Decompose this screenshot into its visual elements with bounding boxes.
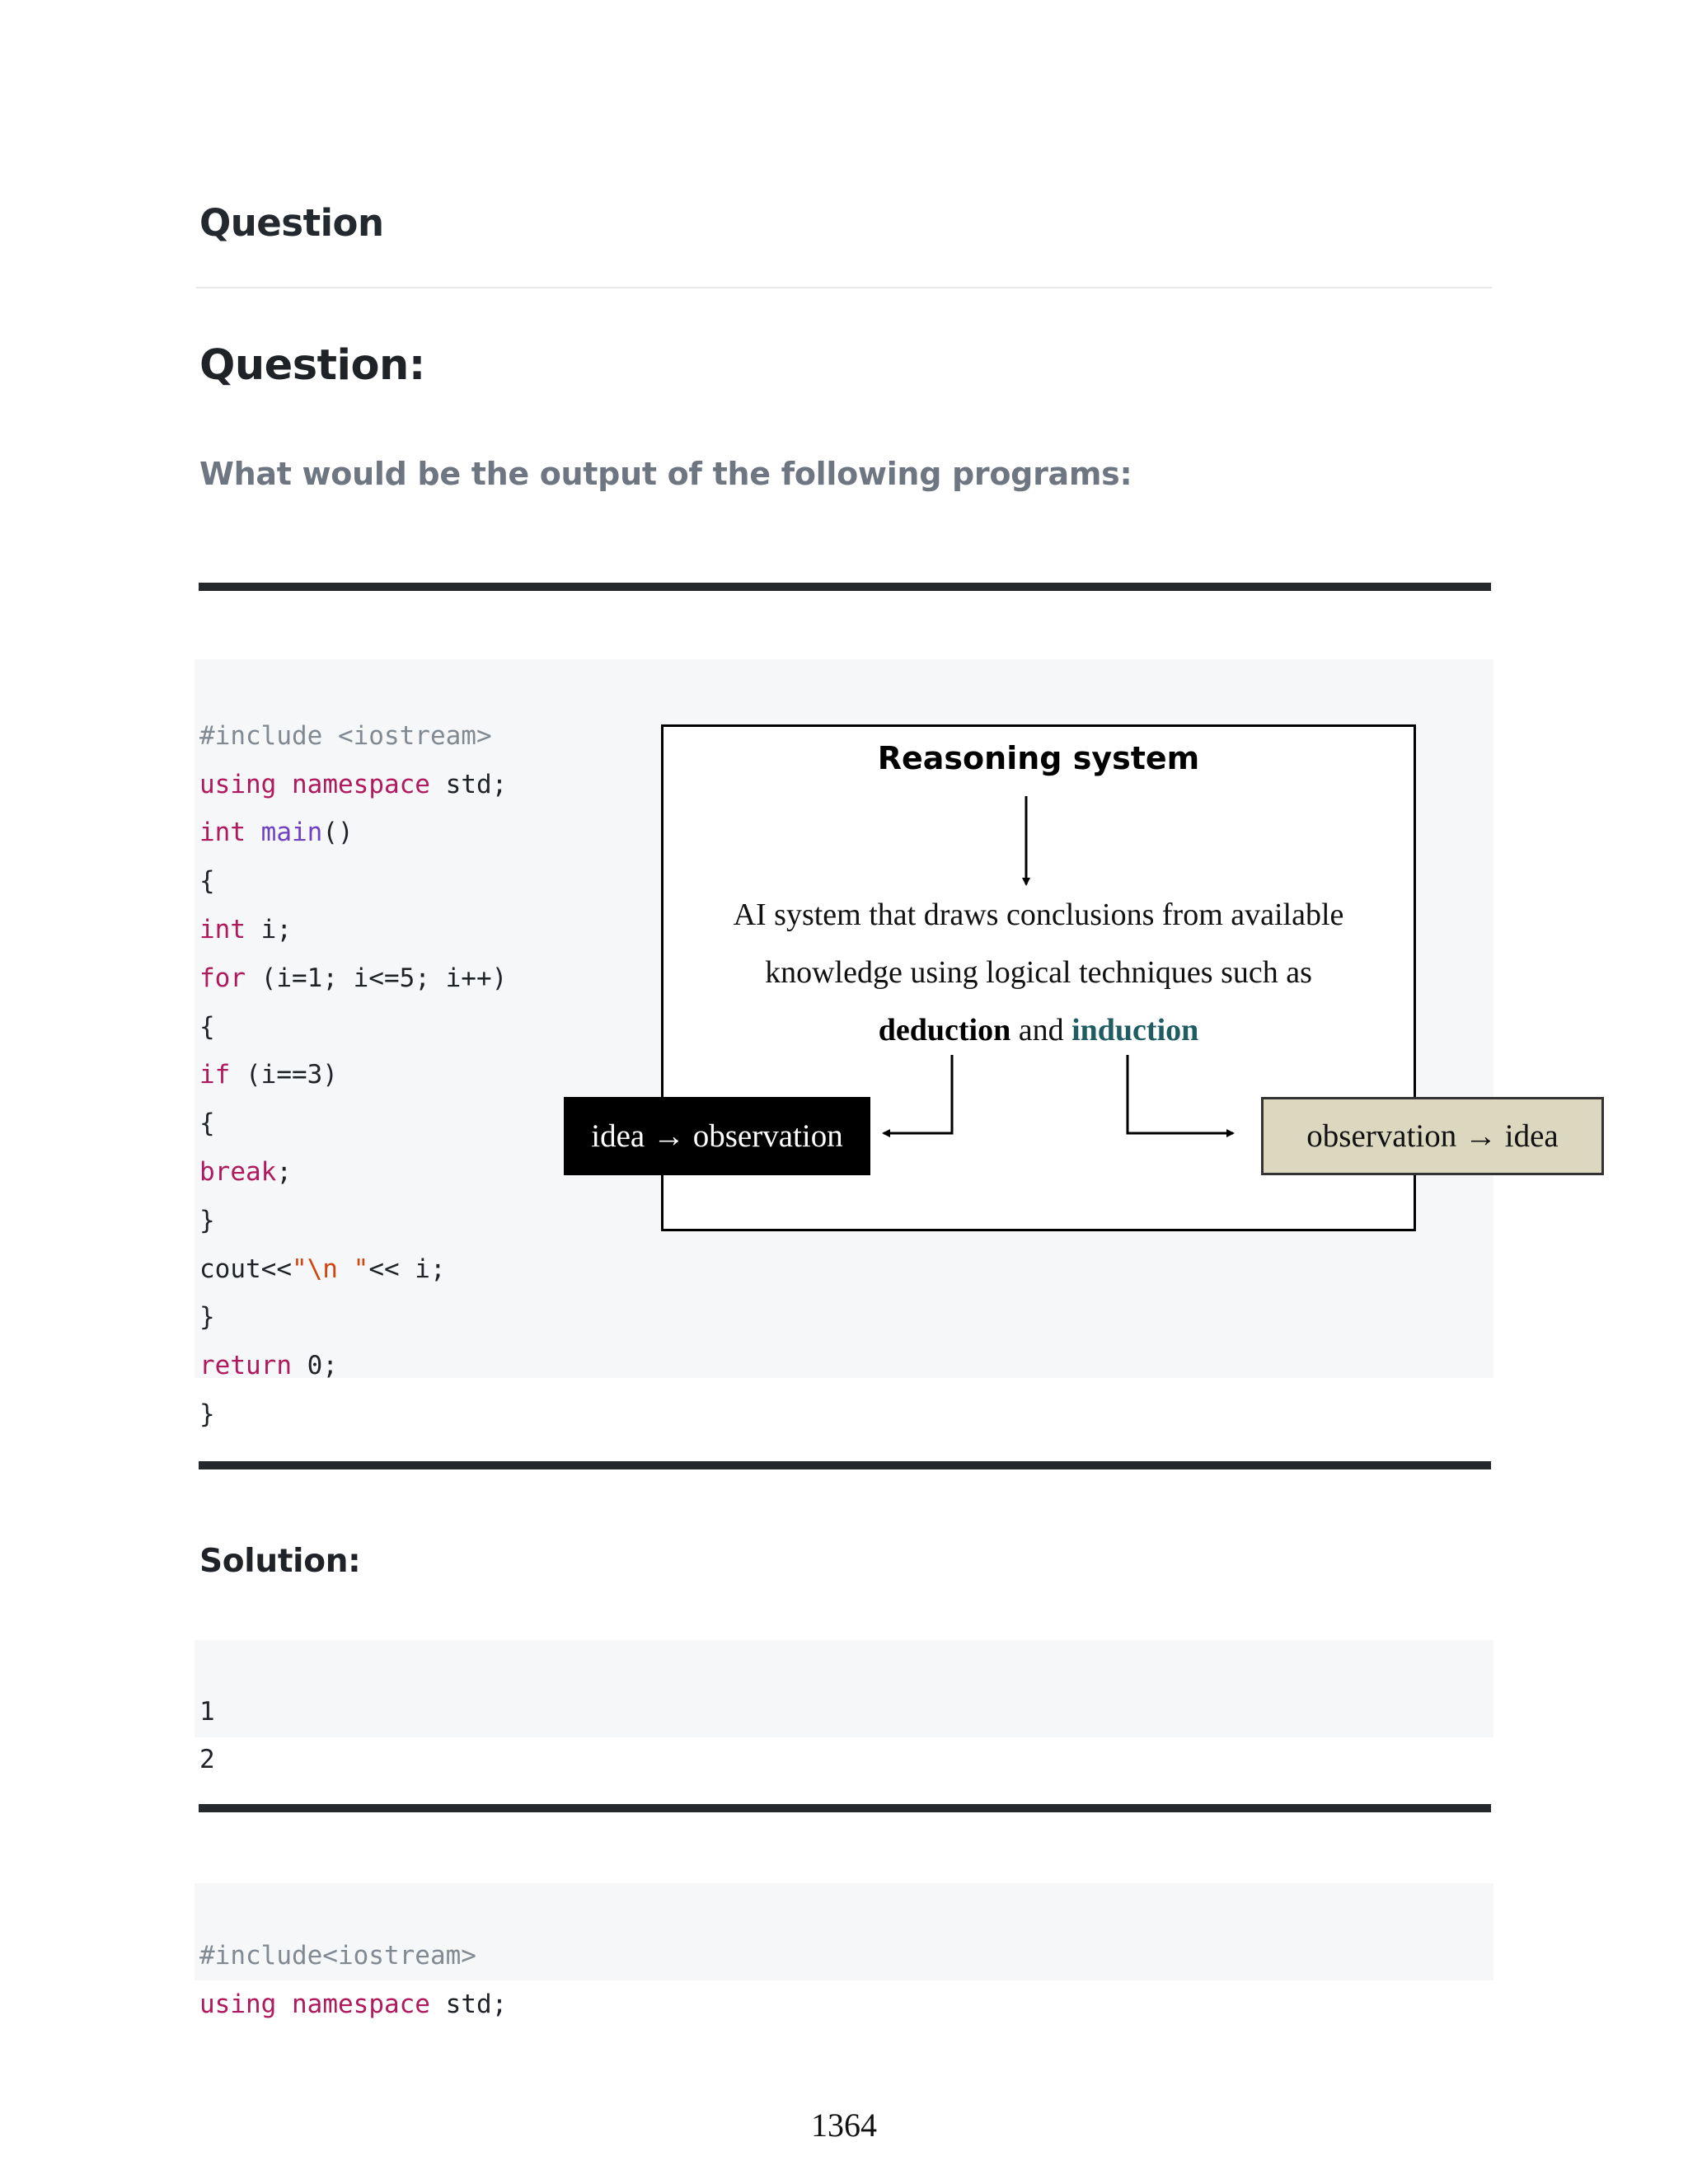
description-line: knowledge using logical techniques such as	[765, 955, 1312, 990]
code-token: int	[199, 914, 246, 944]
code-token: 0;	[291, 1351, 338, 1381]
code-token: #include<iostream>	[199, 1940, 476, 1971]
code-token: i;	[246, 914, 292, 944]
code-token: << i;	[368, 1254, 446, 1284]
diagram-title: Reasoning system	[877, 740, 1200, 776]
code-line: {	[199, 1108, 215, 1139]
code-line: }	[199, 1302, 215, 1333]
description-line	[661, 1001, 1416, 1059]
code-token: if	[199, 1060, 231, 1090]
code-content	[199, 1640, 230, 1879]
deduction-box: idea → observation	[564, 1097, 870, 1175]
code-token: int	[199, 818, 246, 848]
deduction-term: deduction	[878, 1013, 1011, 1047]
code-token: (i=1; i<=5; i++)	[246, 963, 508, 993]
code-line	[199, 1932, 507, 1980]
question-prompt: What would be the output of the following programs:	[199, 456, 1132, 492]
code-token: std;	[445, 769, 508, 799]
code-token: "\n "	[291, 1254, 369, 1284]
code-line: }	[199, 1205, 215, 1235]
solution-heading: Solution:	[199, 1543, 361, 1580]
induction-box: observation → idea	[1261, 1097, 1604, 1175]
arrow-to-induction	[1128, 1055, 1233, 1133]
description-line: AI system that draws conclusions from available	[733, 898, 1344, 932]
connector-word: and	[1018, 1013, 1064, 1047]
code-block-program-2	[195, 1883, 1493, 2019]
code-token: namespace	[292, 769, 430, 799]
section-divider	[199, 1804, 1491, 1812]
code-line: }	[199, 1399, 215, 1429]
code-block-solution	[195, 1640, 1493, 1774]
code-token: using	[199, 769, 277, 799]
arrow-to-deduction	[884, 1055, 952, 1133]
page-title: Question	[199, 201, 384, 245]
code-token: std;	[445, 1989, 508, 2019]
code-token: return	[199, 1351, 292, 1381]
output-line: 2	[199, 1745, 215, 1774]
code-token: main	[260, 818, 323, 848]
code-token: ;	[276, 1156, 292, 1187]
output-line: 1	[199, 1697, 215, 1727]
code-content	[199, 1883, 507, 2125]
code-token: for	[199, 963, 246, 993]
code-line: {	[199, 866, 215, 897]
code-token: namespace	[292, 1989, 430, 2019]
code-line: {	[199, 1011, 215, 1042]
code-line	[199, 1980, 507, 2029]
question-heading: Question:	[199, 341, 425, 390]
code-token: (i==3)	[230, 1060, 338, 1090]
code-token: #include <iostream>	[199, 720, 492, 751]
code-token: ()	[322, 818, 354, 848]
code-token: using	[199, 1989, 277, 2019]
code-token: cout<<	[199, 1254, 292, 1284]
page-number: 1364	[811, 2107, 877, 2144]
section-divider	[199, 1461, 1491, 1469]
induction-term: induction	[1071, 1013, 1199, 1047]
diagram-description	[661, 886, 1416, 1059]
code-token: break	[199, 1156, 277, 1187]
